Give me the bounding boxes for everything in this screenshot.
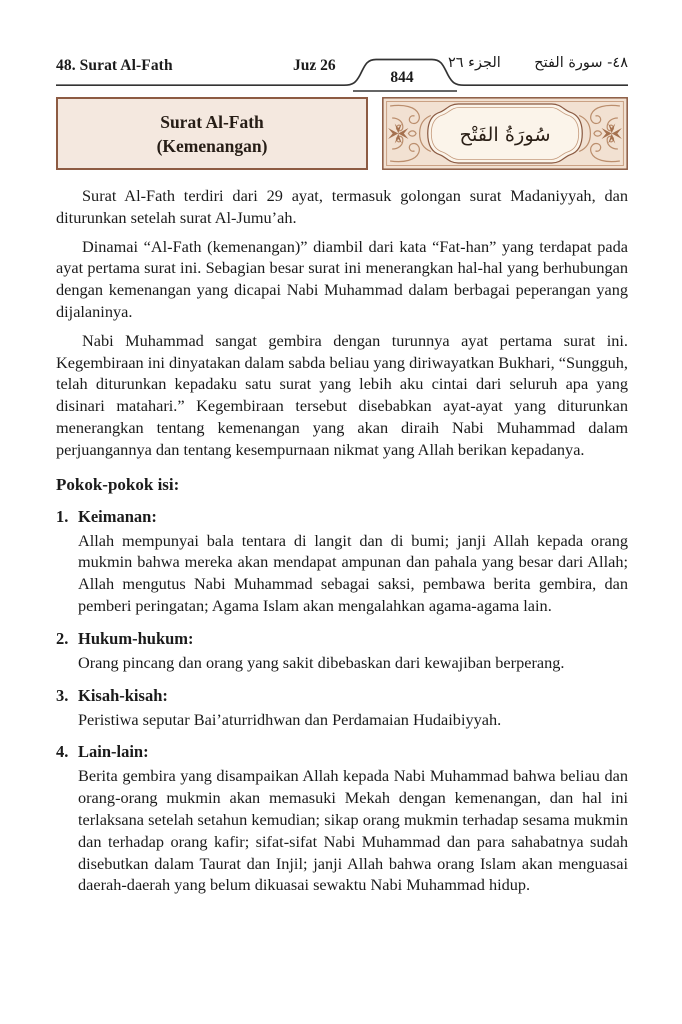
header-rule-and-page-tab	[0, 46, 682, 96]
item-body: Peristiwa seputar Bai’aturridhwan dan Perdamaian Hudaibiyyah.	[78, 709, 502, 729]
intro-paragraph-1: Surat Al-Fath terdiri dari 29 ayat, termasuk golongan surat Madaniyyah, dan diturunkan setelah surat Al-Jumu’ah.	[56, 186, 628, 227]
chapter-title-latin: 48. Surat Al-Fath	[56, 57, 173, 74]
surah-name-arabic-calligraphy: سُورَةُ الفَتْح	[459, 123, 551, 146]
content-item-2	[56, 628, 628, 674]
page-header	[0, 0, 682, 96]
item-title: Hukum-hukum:	[78, 628, 194, 648]
content-item-head	[56, 741, 628, 762]
juz-label: Juz 26	[293, 57, 336, 74]
contents-heading: Pokok-pokok isi:	[56, 474, 180, 494]
content-item-head	[56, 628, 628, 649]
intro-paragraph-2: Dinamai “Al-Fath (kemenangan)” diambil dari kata “Fat-han” yang terdapat pada ayat pertama surat ini. Sebagian besar surat ini menerangkan hal-hal yang berhubungan dengan kemenangan yang dicapai Nabi Muhammad dalam berbagai peperangan yang dijalaninya.	[56, 236, 628, 321]
content-item-1	[56, 506, 628, 617]
juz-label-arabic: الجزء ٢٦	[448, 55, 501, 71]
item-number: 3.	[56, 685, 69, 705]
surah-title-line1: Surat Al-Fath	[160, 111, 264, 132]
page-number: 844	[390, 69, 414, 86]
content-item-4	[56, 741, 628, 896]
item-title: Keimanan:	[78, 506, 157, 526]
surah-calligraphy-box	[382, 97, 628, 170]
item-body: Berita gembira yang disampaikan Allah kepada Nabi Muhammad bahwa beliau dan orang-orang mukmin akan memasuki Mekah dengan kemenangan, dan hal ini terlaksana setelah setahun kemudian; sikap orang mukmin terhadap sesama mukmin dan terhadap orang kafir; sifat-sifat Nabi Muhammad dan para sahabatnya sudah disebutkan dalam Taurat dan Injil; janji Allah bahwa orang Islam akan menguasai daerah-daerah yang belum dikuasai sewaktu Nabi Muhammad hidup.	[78, 766, 628, 895]
surah-title-line2: (Kemenangan)	[156, 135, 268, 156]
surah-label-arabic: ٤٨- سورة الفتح	[534, 55, 628, 71]
surah-title-section	[56, 97, 628, 170]
calligraphy-ornament-frame	[382, 97, 628, 170]
content-item-3	[56, 685, 628, 731]
content-item-head	[56, 685, 628, 706]
item-number: 1.	[56, 506, 69, 526]
item-body: Allah mempunyai bala tentara di langit dan di bumi; janji Allah kepada orang mukmin bahwa mereka akan mendapat ampunan dan pahala yang besar dari Allah; Allah mengutus Nabi Muhammad sebagai saksi, pembawa berita gembira, dan pemberi peringatan; Agama Islam akan mengalahkan agama-agama lain.	[78, 530, 628, 615]
item-title: Lain-lain:	[78, 742, 149, 762]
page-body	[56, 170, 628, 896]
content-item-head	[56, 506, 628, 527]
item-title: Kisah-kisah:	[78, 685, 168, 705]
intro-paragraph-3: Nabi Muhammad sangat gembira dengan turunnya ayat pertama surat ini. Kegembiraan ini dinyatakan dalam sabda beliau yang diriwayatkan Bukhari, “Sungguh, telah diturunkan kepadaku satu surat yang lebih aku cintai dari seluruh apa yang disinari matahari.” Kegembiraan tersebut disebabkan ayat-ayat yang diturunkan menerangkan tentang kemenangan yang akan diraih Nabi Muhammad dalam perjuangannya dan tentang kesempurnaan nikmat yang Allah berikan kepadanya.	[56, 330, 628, 459]
item-number: 4.	[56, 742, 69, 762]
surah-title-box	[56, 97, 368, 170]
item-body: Orang pincang dan orang yang sakit dibebaskan dari kewajiban berperang.	[78, 652, 565, 672]
item-number: 2.	[56, 628, 69, 648]
